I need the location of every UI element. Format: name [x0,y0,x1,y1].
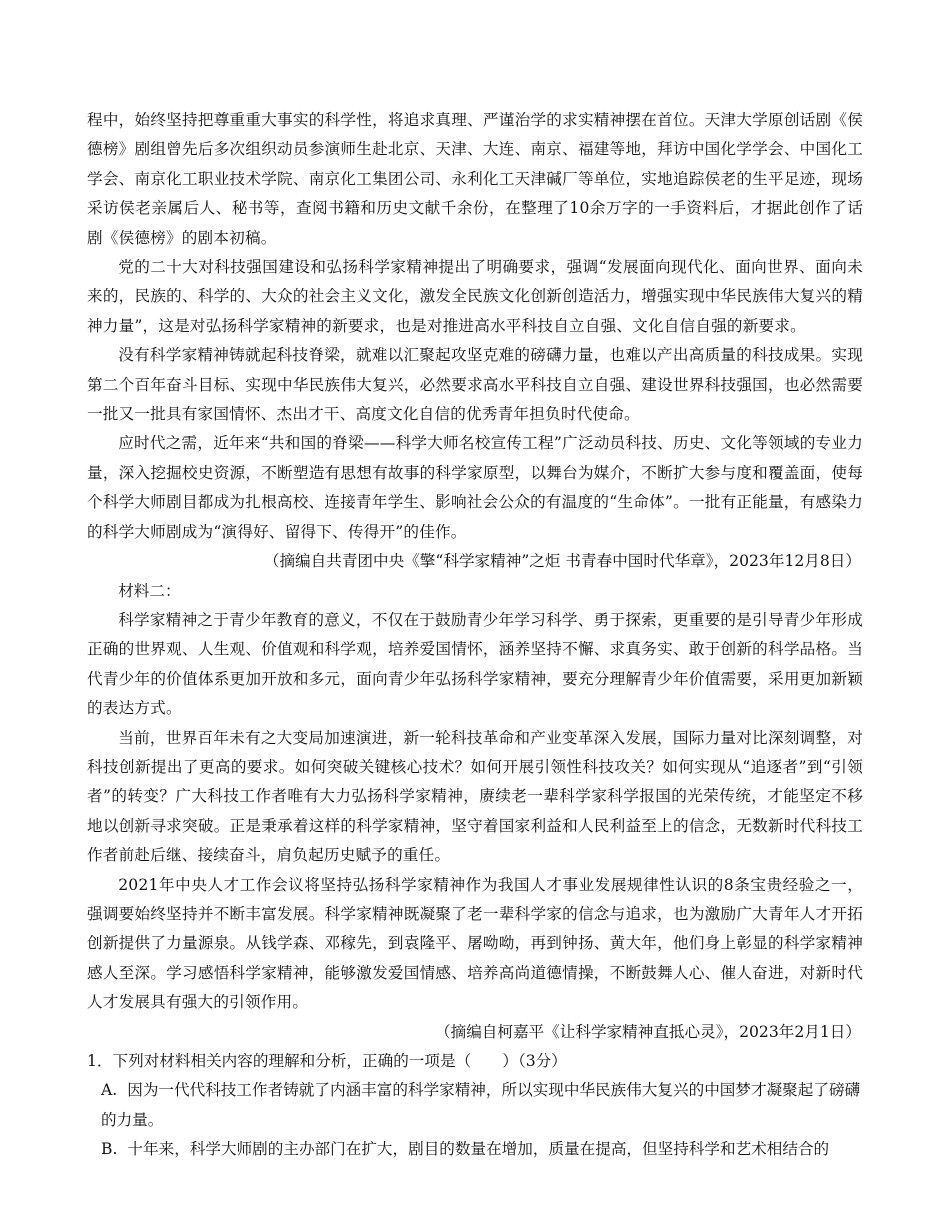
question-1-stem: 1．下列对材料相关内容的理解和分析，正确的一项是（ ）（3分） [87,1052,567,1070]
paragraph-3: 没有科学家精神铸就起科技脊梁，就难以汇聚起攻坚克难的磅礴力量，也难以产出高质量的科技成果。实现第二个百年奋斗目标、实现中华民族伟大复兴，必然要求高水平科技自立自强、建设世界科技强国，也必然需要一批又一批具有家国情怀、杰出才干、高度文化自信的优秀青年担负时代使命。 [87,346,863,424]
source-citation-1: （摘编自共青团中央《擎“科学家精神”之炬 书青春中国时代华章》，2023年12月8日） [263,552,861,571]
paragraph-2: 党的二十大对科技强国建设和弘扬科学家精神提出了明确要求，强调“发展面向现代化、面向世界、面向未来的，民族的、科学的、大众的社会主义文化，激发全民族文化创新创造活力，增强实现中华民族伟大复兴的精神力量”，这是对弘扬科学家精神的新要求，也是对推进高水平科技自立自强、文化自信自强的新要求。 [87,258,863,335]
source-citation-2: （摘编自柯嘉平《让科学家精神直抵心灵》，2023年2月1日） [435,1022,861,1041]
option-a-letter: A. [101,1081,118,1100]
paragraph-4: 应时代之需，近年来“共和国的脊梁——科学大师名校宣传工程”广泛动员科技、历史、文化等领域的专业力量，深入挖掘校史资源，不断塑造有思想有故事的科学家原型，以舞台为媒介，不断扩大参与度和覆盖面，使每个科学大师剧目都成为扎根高校、连接青年学生、影响社会公众的有温度的“生命体”。一批有正能量，有感染力的科学大师剧成为“演得好、留得下、传得开”的佳作。 [87,434,863,541]
paragraph-5: 科学家精神之于青少年教育的意义，不仅在于鼓励青少年学习科学、勇于探索，更重要的是引导青少年形成正确的世界观、人生观、价值观和科学观，培养爱国情怀，涵养坚持不懈、求真务实、敢于创新的科学品格。当代青少年的价值体系更加开放和多元，面向青少年弘扬科学家精神，要充分理解青少年价值需要，采用更加新颖的表达方式。 [87,610,863,718]
paragraph-7: 2021年中央人才工作会议将坚持弘扬科学家精神作为我国人才事业发展规律性认识的8条宝贵经验之一，强调要始终坚持并不断丰富发展。科学家精神既凝聚了老一辈科学家的信念与追求，也为激励广大青年人才开拓创新提供了力量源泉。从钱学森、邓稼先，到袁隆平、屠呦呦，再到钟扬、黄大年，他们身上彰显的科学家精神感人至深。学习感悟科学家精神，能够激发爱国情感、培养高尚道德情操，不断鼓舞人心、催人奋进，对新时代人才发展具有强大的引领作用。 [87,875,863,1012]
option-b [87,1135,863,1164]
material-2-label: 材料二： [118,581,181,600]
document-body [87,106,863,1165]
option-a [87,1076,863,1135]
option-b-text: 十年来，科学大师剧的主办部门在扩大，剧目的数量在增加，质量在提高，但坚持科学和艺术相结合的 [127,1140,830,1159]
option-a-text: 因为一代代科技工作者铸就了内涵丰富的科学家精神，所以实现中华民族伟大复兴的中国梦才凝聚起了磅礴的力量。 [101,1081,861,1129]
option-b-letter: B. [101,1140,118,1159]
paragraph-6: 当前，世界百年未有之大变局加速演进，新一轮科技革命和产业变革深入发展，国际力量对比深刻调整，对科技创新提出了更高的要求。如何突破关键核心技术？如何开展引领性科技攻关？如何实现从“追逐者”到“引领者”的转变？广大科技工作者唯有大力弘扬科学家精神，赓续老一辈科学家科学报国的光荣传统，才能坚定不移地以创新寻求突破。正是秉承着这样的科学家精神，坚守着国家利益和人民利益至上的信念，无数新时代科技工作者前赴后继、接续奋斗，肩负起历史赋予的重任。 [87,728,863,865]
paragraph-1: 程中，始终坚持把尊重重大事实的科学性，将追求真理、严谨治学的求实精神摆在首位。天津大学原创话剧《侯德榜》剧组曾先后多次组织动员参演师生赴北京、天津、大连、南京、福建等地，拜访中国化学学会、中国化工学会、南京化工职业技术学院、南京化工集团公司、永利化工天津碱厂等单位，实地追踪侯老的生平足迹，现场采访侯老亲属后人、秘书等，查阅书籍和历史文献千余份，在整理了10余万字的一手资料后，才据此创作了话剧《侯德榜》的剧本初稿。 [87,111,863,247]
